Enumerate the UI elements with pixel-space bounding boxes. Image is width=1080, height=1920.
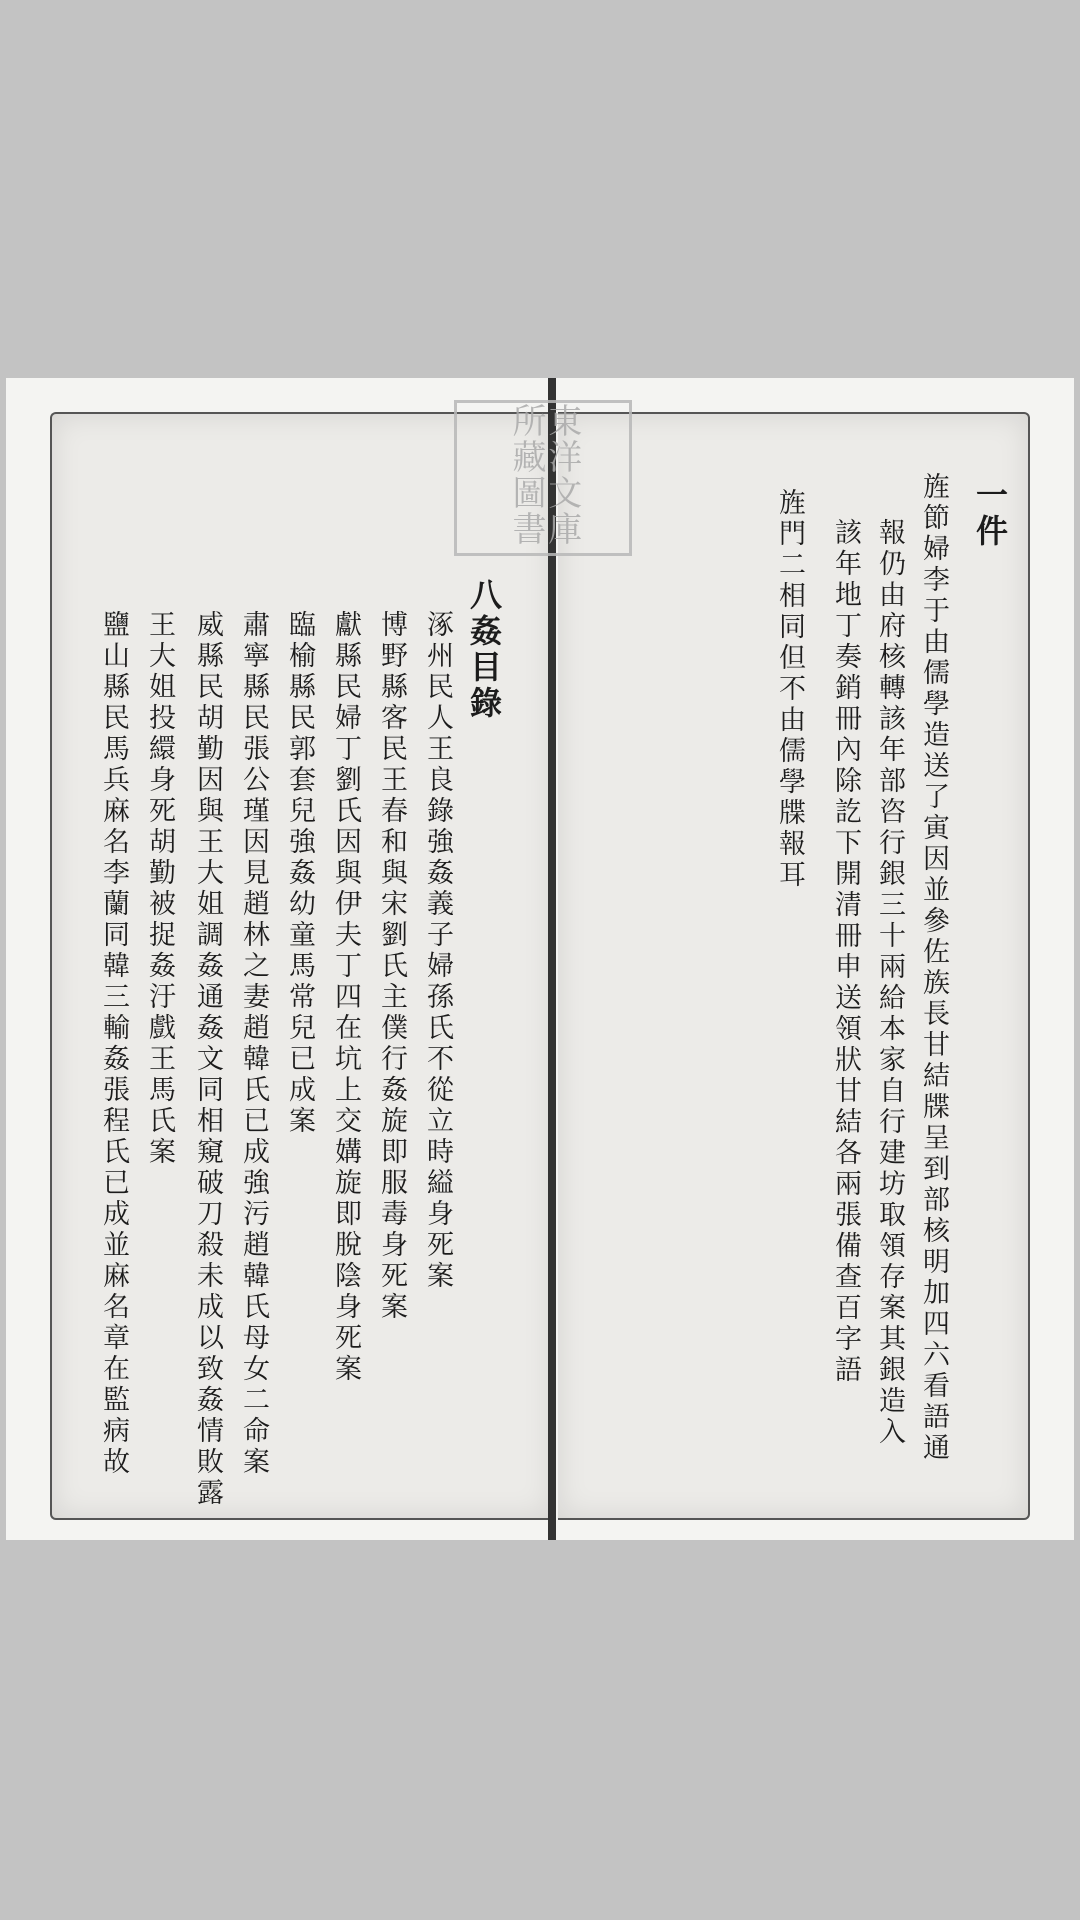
seal-text: 東洋文庫所藏圖書 [506,403,582,547]
library-seal-stamp [454,400,632,556]
left-text-column-1: 涿州民人王良錄強姦義子婦孫氏不從立時縊身死案 [422,610,453,1292]
left-page-heading: 八姦目錄 [465,578,503,722]
left-text-column-3: 獻縣民婦丁劉氏因與伊夫丁四在坑上交媾旋即脫陰身死案 [330,610,361,1385]
left-text-column-8: 鹽山縣民馬兵麻名李蘭同韓三輸姦張程氏已成並麻名章在監病故 [98,610,129,1478]
right-text-column-1: 旌節婦李于由儒學造送了寅因並參佐族長甘結牒呈到部核明加四六看語通 [918,472,949,1464]
right-text-column-2: 報仍由府核轉該年部咨行銀三十兩給本家自行建坊取領存案其銀造入 [874,518,905,1448]
scanned-book-spread [6,378,1074,1540]
left-text-column-5: 肅寧縣民張公瑾因見趙林之妻趙韓氏已成強污趙韓氏母女二命案 [238,610,269,1478]
right-text-column-3: 該年地丁奏銷冊內除訖下開清冊申送領狀甘結各兩張備查百字語 [830,518,861,1386]
left-text-column-2: 博野縣客民王春和與宋劉氏主僕行姦旋即服毒身死案 [376,610,407,1323]
right-page-heading: 一件 [971,478,1009,550]
left-text-column-4: 臨榆縣民郭套兒強姦幼童馬常兒已成案 [284,610,315,1137]
left-text-column-6: 威縣民胡勤因與王大姐調姦通姦文同相窺破刀殺未成以致姦情敗露 [192,610,223,1509]
left-text-column-7: 王大姐投繯身死胡勤被捉姦汙戲王馬氏案 [144,610,175,1168]
right-text-column-4: 旌門二相同但不由儒學牒報耳 [774,488,805,891]
